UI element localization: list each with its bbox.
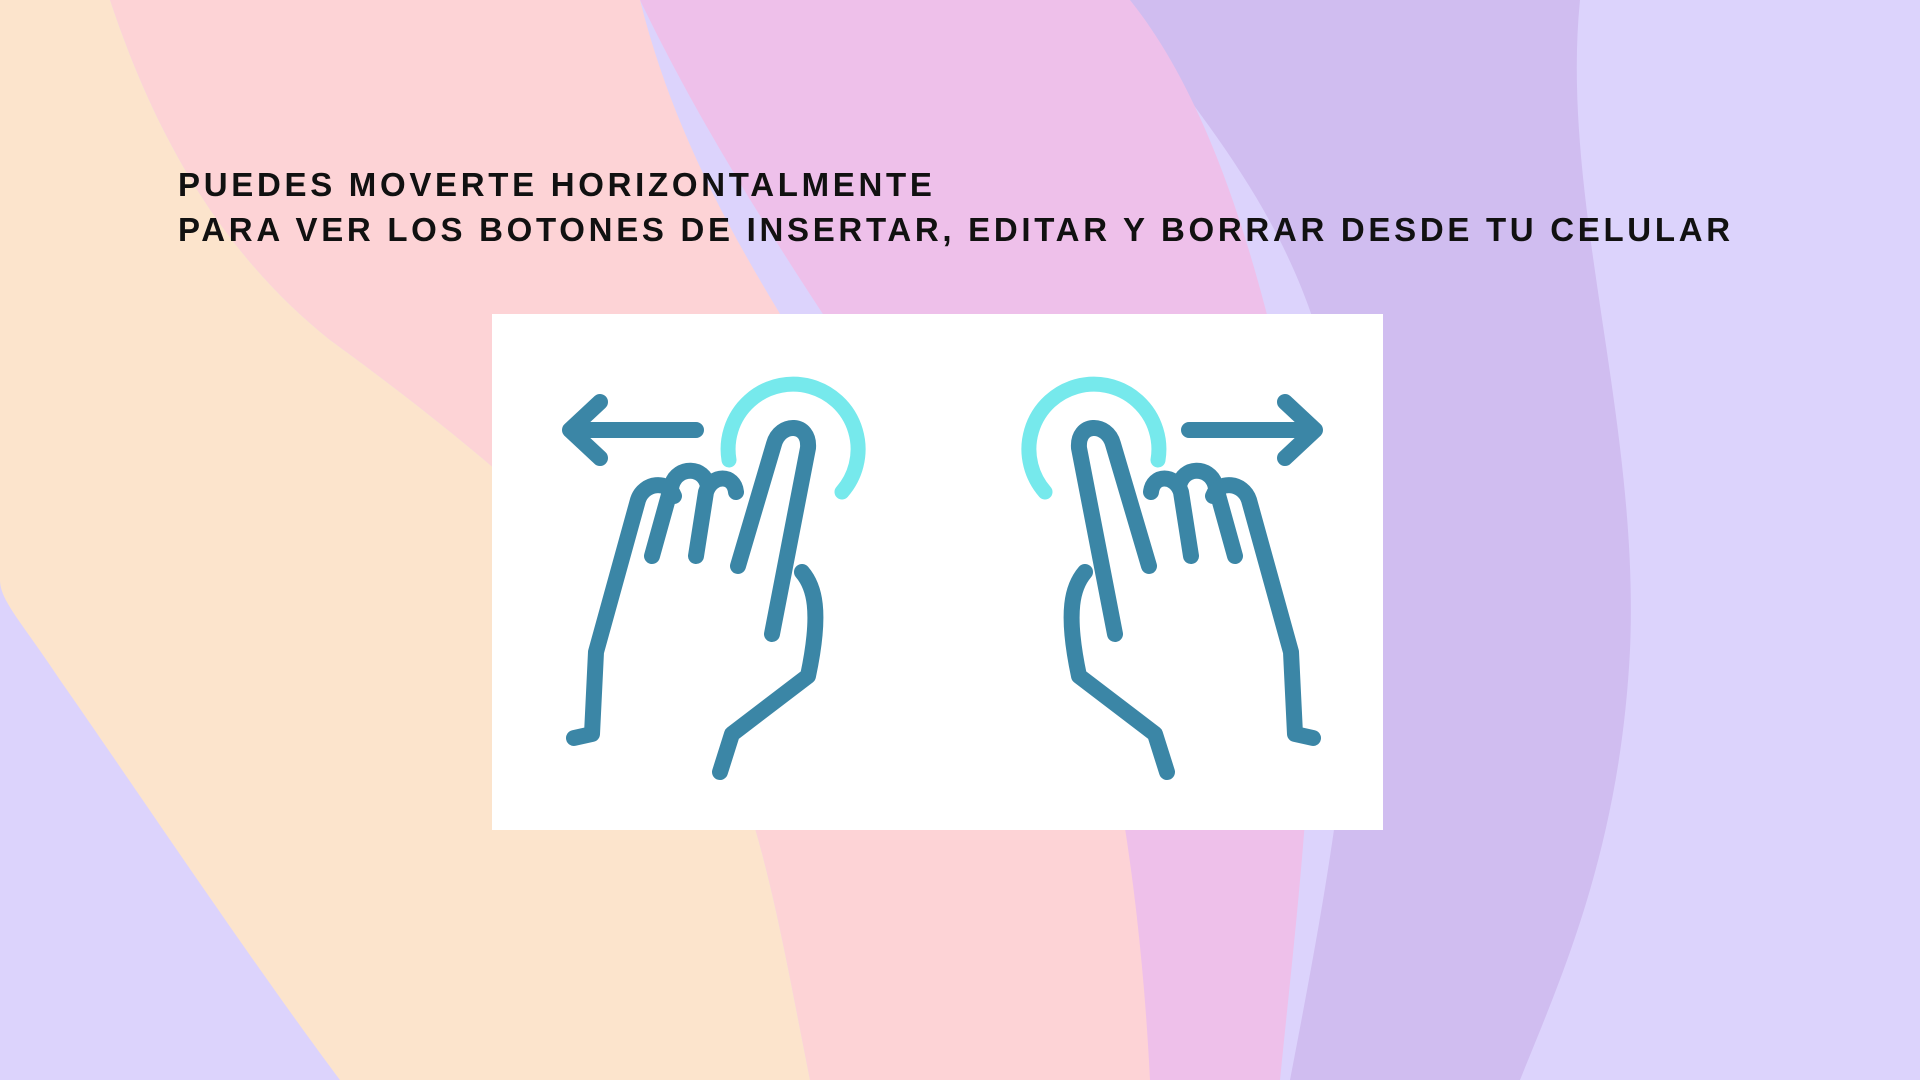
palm-left bbox=[720, 572, 815, 772]
touch-ring-left bbox=[728, 384, 858, 492]
index-finger-left bbox=[738, 428, 808, 634]
index-finger-right bbox=[1079, 428, 1149, 634]
palm-right bbox=[1072, 572, 1167, 772]
arrow-right bbox=[1189, 402, 1315, 458]
arrow-left bbox=[570, 402, 696, 458]
touch-ring-right bbox=[1029, 384, 1159, 492]
instruction-text bbox=[178, 162, 1778, 252]
instruction-line-2: PARA VER LOS BOTONES DE INSERTAR, EDITAR Y BORRAR DESDE TU CELULAR bbox=[178, 211, 1734, 248]
instruction-line-1: PUEDES MOVERTE HORIZONTALMENTE bbox=[178, 166, 936, 203]
swipe-left-icon bbox=[570, 384, 858, 772]
swipe-gesture-illustration bbox=[492, 314, 1383, 830]
swipe-right-icon bbox=[1029, 384, 1315, 772]
